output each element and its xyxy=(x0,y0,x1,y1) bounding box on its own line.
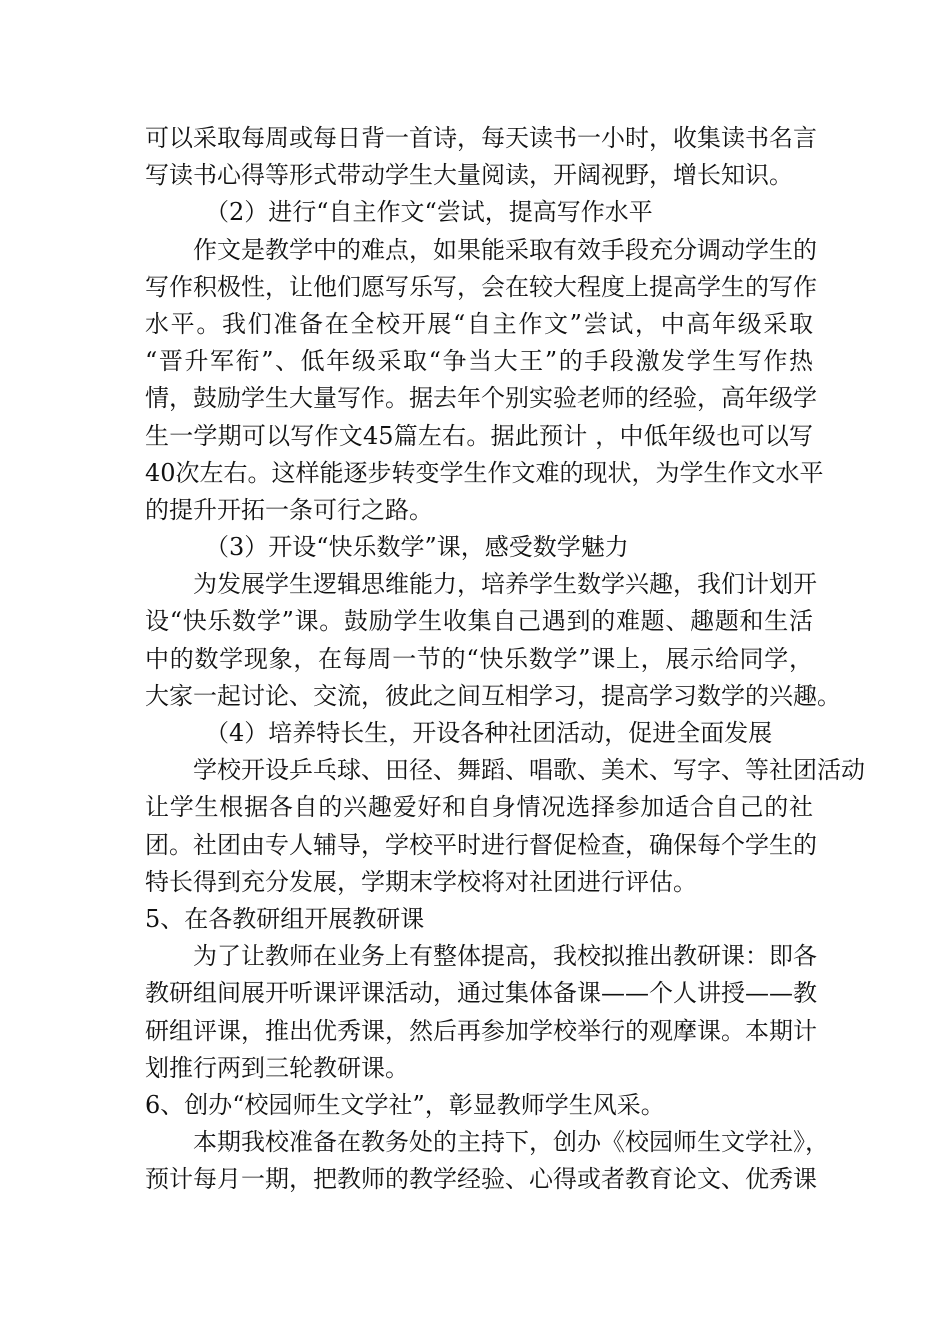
text-line: 写读书心得等形式带动学生大量阅读，开阔视野，增长知识。 xyxy=(145,161,793,190)
text-line: 设“快乐数学”课。鼓励学生收集自己遇到的难题、趣题和生活 xyxy=(145,607,813,636)
text-line: 可以采取每周或每日背一首诗，每天读书一小时，收集读书名言 xyxy=(145,124,817,152)
text-line: 研组评课，推出优秀课，然后再参加学校举行的观摩课。本期计 xyxy=(145,1016,817,1045)
text-line: 为了让教师在业务上有整体提高，我校拟推出教研课：即各 xyxy=(193,942,817,971)
text-line: 情，鼓励学生大量写作。据去年个别实验老师的经验，高年级学 xyxy=(145,384,817,413)
section-heading-5: 5、在各教研组开展教研课 xyxy=(145,904,425,933)
text-line: 的提升开拓一条可行之路。 xyxy=(145,495,433,524)
text-line: 本期我校准备在教务处的主持下，创办《校园师生文学社》， xyxy=(193,1128,829,1157)
text-line: 作文是教学中的难点，如果能采取有效手段充分调动学生的 xyxy=(193,235,817,264)
text-line: 写作积极性，让他们愿写乐写，会在较大程度上提高学生的写作 xyxy=(145,272,817,301)
text-line: 水平。我们准备在全校开展“自主作文”尝试，中高年级采取 xyxy=(145,309,813,338)
text-line: 让学生根据各自的兴趣爱好和自身情况选择参加适合自己的社 xyxy=(145,793,813,822)
text-line: 为发展学生逻辑思维能力，培养学生数学兴趣，我们计划开 xyxy=(193,570,817,599)
text-line: 40次左右。这样能逐步转变学生作文难的现状，为学生作文水平 xyxy=(145,458,824,487)
section-heading-6: 6、创办“校园师生文学社”，彰显教师学生风采。 xyxy=(145,1090,665,1119)
subheading-4: （4）培养特长生，开设各种社团活动，促进全面发展 xyxy=(205,719,773,747)
text-line: 学校开设乒乓球、田径、舞蹈、唱歌、美术、写字、等社团活动 xyxy=(193,756,865,785)
text-line: 教研组间展开听课评课活动，通过集体备课——个人讲授——教 xyxy=(145,979,817,1008)
text-line: 划推行两到三轮教研课。 xyxy=(145,1053,409,1082)
text-line: 中的数学现象，在每周一节的“快乐数学”课上，展示给同学， xyxy=(145,644,813,673)
text-line: 大家一起讨论、交流，彼此之间互相学习，提高学习数学的兴趣。 xyxy=(145,681,841,710)
subheading-3: （3）开设“快乐数学”课，感受数学魅力 xyxy=(205,533,629,562)
subheading-2: （2）进行“自主作文“尝试，提高写作水平 xyxy=(205,198,653,227)
text-line: “晋升军衔”、低年级采取“争当大王”的手段激发学生写作热 xyxy=(145,347,813,376)
text-line: 生一学期可以写作文45篇左右。据此预计 ，中低年级也可以写 xyxy=(145,421,813,450)
document-body xyxy=(145,120,865,1198)
text-line: 预计每月一期，把教师的教学经验、心得或者教育论文、优秀课 xyxy=(145,1165,817,1194)
text-line: 团。社团由专人辅导，学校平时进行督促检查，确保每个学生的 xyxy=(145,830,817,859)
text-line: 特长得到充分发展，学期末学校将对社团进行评估。 xyxy=(145,867,697,896)
